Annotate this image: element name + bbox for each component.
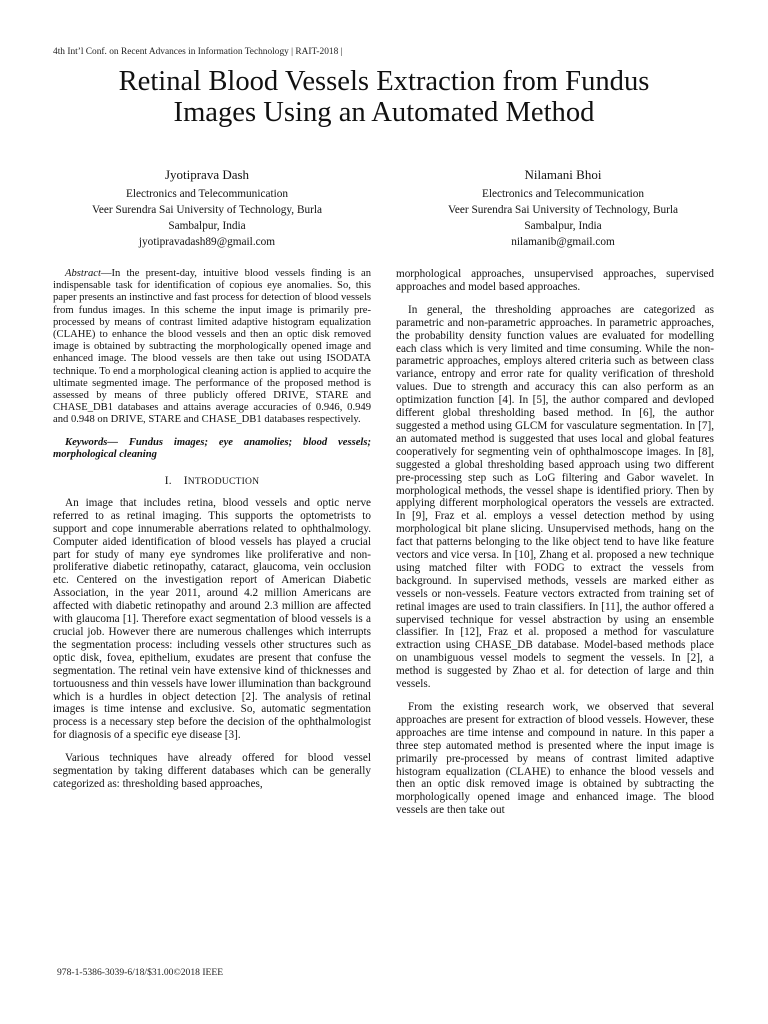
abstract-label: Abstract bbox=[65, 268, 101, 279]
left-column bbox=[53, 268, 371, 791]
abstract-text: In the present-day, intuitive blood vessels finding is an indispensable task for identification of copious eye anomalies. So, this paper presents an instinctive and fast process for detection of blood vessels from fundus images. In this scheme the input image is primarily pre-processed by means of contrast limited adaptive histogram equalization (CLAHE) to enhance the blood vessels and then an optic disk removed image is obtained by subtracting the morphologically opened image and enhanced image. The blood vessels are then take out using ISODATA technique. To end a morphological cleaning action is applied to acquire the ultimate segmented image. The performance of the proposed method is assessed by means of three publicly offered DRIVE, STARE and CHASE_DB1 databases and attains average accuracies of 0.946, 0.949 and 0.948 on DRIVE, STARE and CHASE_DB1 databases respectively. bbox=[53, 268, 372, 426]
right-column bbox=[396, 268, 714, 817]
section-title-rest: NTRODUCTION bbox=[187, 476, 260, 488]
author-university: Veer Surendra Sai University of Technology, Burla bbox=[447, 204, 679, 216]
body-paragraph: Various techniques have already offered for blood vessel segmentation by taking different databases which can be generally categorized as: thresholding based approaches, bbox=[53, 752, 371, 790]
author-university: Veer Surendra Sai University of Technology, Burla bbox=[91, 204, 323, 216]
author-department: Electronics and Telecommunication bbox=[125, 188, 289, 200]
author-department: Electronics and Telecommunication bbox=[481, 188, 645, 200]
abstract-paragraph bbox=[53, 268, 371, 427]
author-email: nilamanib@gmail.com bbox=[511, 236, 615, 248]
paper-title bbox=[40, 66, 728, 128]
body-paragraph: An image that includes retina, blood vessels and optic nerve referred to as retinal imaging. This supports the optometrists to support and cope innumerable aberrations related to ophthalmology. Computer aided identification of blood vessels has played a crucial part for study of many eye syndromes like proliferative and non-proliferative diabetic retinopathy, cataract, glaucoma, vein occlusion etc. Centered on the investigation report of American Diabetic Association, in the year 2011, around 4.2 million Americans are affected with diabetic retinopathy and around 2.3 million are affected with glaucoma [1]. Therefore exact segmentation of blood vessels is a crucial job. However there are numerous challenges which interrupts the segmentation process: including vessels other structures such as optic disk, fovea, epithelium, exudates are present that confuse the segmentation. The retinal vein have extensive kind of thicknesses and tortuousness and thin vessels have lower illumination than background which is a hurdles in object detection [2]. The analysis of retinal images is time intense and exclusive. So, automatic segmentation process is a necessary step before the decision of the ophthalmologist for diagnosis of a specific eye disease [3]. bbox=[53, 496, 371, 742]
abstract-dash: — bbox=[100, 268, 112, 279]
copyright-footer: 978-1-5386-3039-6/18/$31.00©2018 IEEE bbox=[57, 967, 224, 978]
body-paragraph: In general, the thresholding approaches are categorized as parametric and non-parametric approaches. In parametric approaches, the probability density function values are evaluated for modelling each class which is very limited and time consuming. While the non-parametric approaches, employs altered criteria such as between class variance, entropy and error rate for quality verification of threshold values. Due to strength and accuracy this can also perform as an optimization function [4]. In [5], the author compared and devloped different global thresholding based method. In [6], the author suggested a method using GLCM for vasculature segmentation. In [7], an automated method is suggested that uses local and global features cooperatively for segmenting vein of ophthalmoscope images. In [8], suggested a global thresholding based approach using two different pre-processing step such as LoG filtering and Gabor wavelet. In morphological methods, the vessel shape is identified priory. Then by applying different morphological operators the vessels are extracted. In [9], Fraz et al. employs a vessel detection method by using morphological bit plane slicing. Unsupervised methods, hang on the fact that patterns belonging to the like object tend to have like feature vectors and vice versa. In [10], Zhang et al. proposed a new technique using matched filter with FODG to extract the vessels from background. In supervised methods, vessels are marked either as vessels or non-vessels. Feature vectors extracted from training set of retinal images are used to train classifiers. In [11], the author offered a supervised technique for vessel abstraction by using an ensemble classifier. In [12], Fraz et al. proposed a method for vasculature extraction using CHASE_DB database. Model-based methods place on unambiguous vessel models to segment the vessels. In [2], a method is suggested by Zhao et al. for detection of large and thin vessels. bbox=[396, 303, 714, 691]
author-city: Sambalpur, India bbox=[168, 220, 246, 232]
title-line-2: Images Using an Automated Method bbox=[173, 97, 595, 128]
section-heading-introduction bbox=[53, 475, 371, 489]
author-email: jyotipravadash89@gmail.com bbox=[138, 236, 276, 248]
conference-header: 4th Int’l Conf. on Recent Advances in Information Technology | RAIT-2018 | bbox=[53, 47, 343, 57]
author-block-2 bbox=[398, 166, 728, 250]
body-paragraph: morphological approaches, unsupervised approaches, supervised approaches and model based approaches. bbox=[396, 268, 714, 293]
author-block-1 bbox=[42, 166, 372, 250]
body-paragraph: From the existing research work, we observed that several approaches are present for extraction of blood vessels. However, these approaches are time intense and compound in nature. In this paper a three step automated method is presented where the input image is primarily pre-processed by means of contrast limited adaptive histogram equalization (CLAHE) to enhance the blood vessels and then an optic disk removed image is obtained by subtracting the morphologically opened image and enhanced image. The blood vessels are then take out bbox=[396, 701, 714, 817]
author-name: Jyotiprava Dash bbox=[164, 167, 250, 182]
section-number: I. bbox=[164, 475, 172, 488]
title-line-1: Retinal Blood Vessels Extraction from Fundus bbox=[118, 66, 650, 97]
author-name: Nilamani Bhoi bbox=[524, 167, 602, 182]
section-title-initial: I bbox=[183, 475, 188, 488]
keywords-paragraph: Keywords— Fundus images; eye anamolies; blood vessels; morphological cleaning bbox=[53, 436, 371, 460]
author-city: Sambalpur, India bbox=[524, 220, 602, 232]
